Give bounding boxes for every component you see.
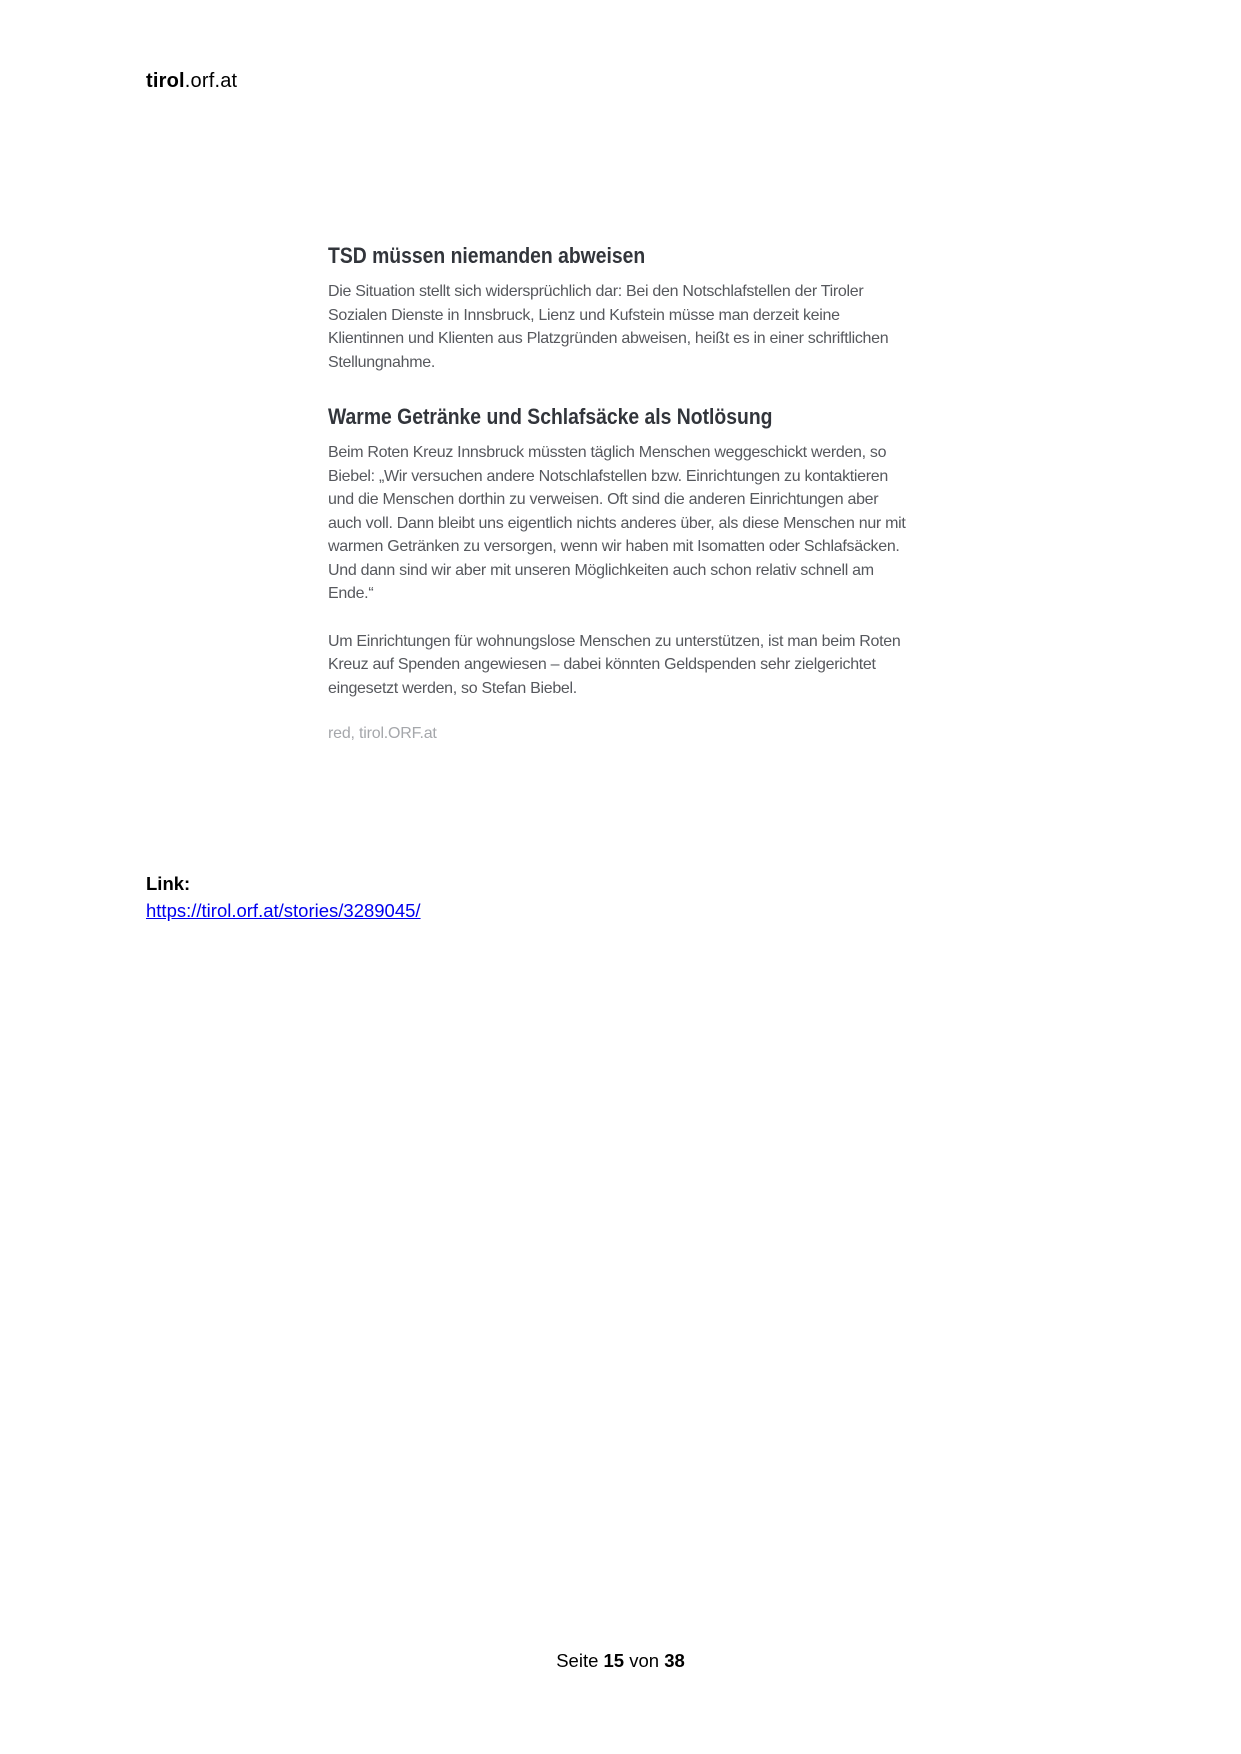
footer-separator: von [624, 1650, 665, 1671]
article-paragraph-rotes-kreuz: Beim Roten Kreuz Innsbruck müssten täglich Menschen weggeschickt werden, so Biebel: „Wir versuchen andere Notschlafstellen bzw. Einrichtungen zu kontaktieren und die Menschen dorthin zu verweisen. Oft sind die anderen Einrichtungen aber auch voll. Dann bleibt uns eigentlich nichts anderes über, als diese Menschen nur mit warmen Getränken zu versorgen, wenn wir haben mit Isomatten oder Schlafsäcken. Und dann sind wir aber mit unseren Möglichkeiten auch schon relativ schnell am Ende.“ [328, 444, 906, 602]
footer-page-number: 15 [603, 1650, 625, 1671]
footer-prefix: Seite [556, 1650, 604, 1671]
link-label: Link: [146, 873, 191, 894]
article-heading-tsd: TSD müssen niemanden abweisen [328, 243, 646, 268]
article-paragraph-situation: Die Situation stellt sich widersprüchlich dar: Bei den Notschlafstellen der Tiroler Sozialen Dienste in Innsbruck, Lienz und Kufstein müsse man derzeit keine Klientinnen und Klienten aus Platzgründen abweisen, heißt es in einer schriftlichen Stellungnahme. [328, 283, 889, 371]
article-paragraph-spenden: Um Einrichtungen für wohnungslose Menschen zu unterstützen, ist man beim Roten Kreuz auf Spenden angewiesen – dabei könnten Geldspenden sehr zielgerichtet eingesetzt werden, so Stefan Biebel. [328, 632, 901, 697]
byline: red, tirol.ORF.at [328, 725, 437, 742]
site-name-bold: tirol [146, 70, 185, 92]
link-section [146, 870, 421, 924]
footer-total-pages: 38 [664, 1650, 685, 1671]
article-heading-getraenke: Warme Getränke und Schlafsäcke als Notlösung [328, 404, 773, 429]
site-header [146, 70, 237, 93]
page-footer [0, 1650, 1241, 1672]
site-name-rest: .orf.at [184, 70, 238, 92]
article-url-link[interactable]: https://tirol.orf.at/stories/3289045/ [146, 900, 421, 921]
article-body [328, 242, 913, 743]
